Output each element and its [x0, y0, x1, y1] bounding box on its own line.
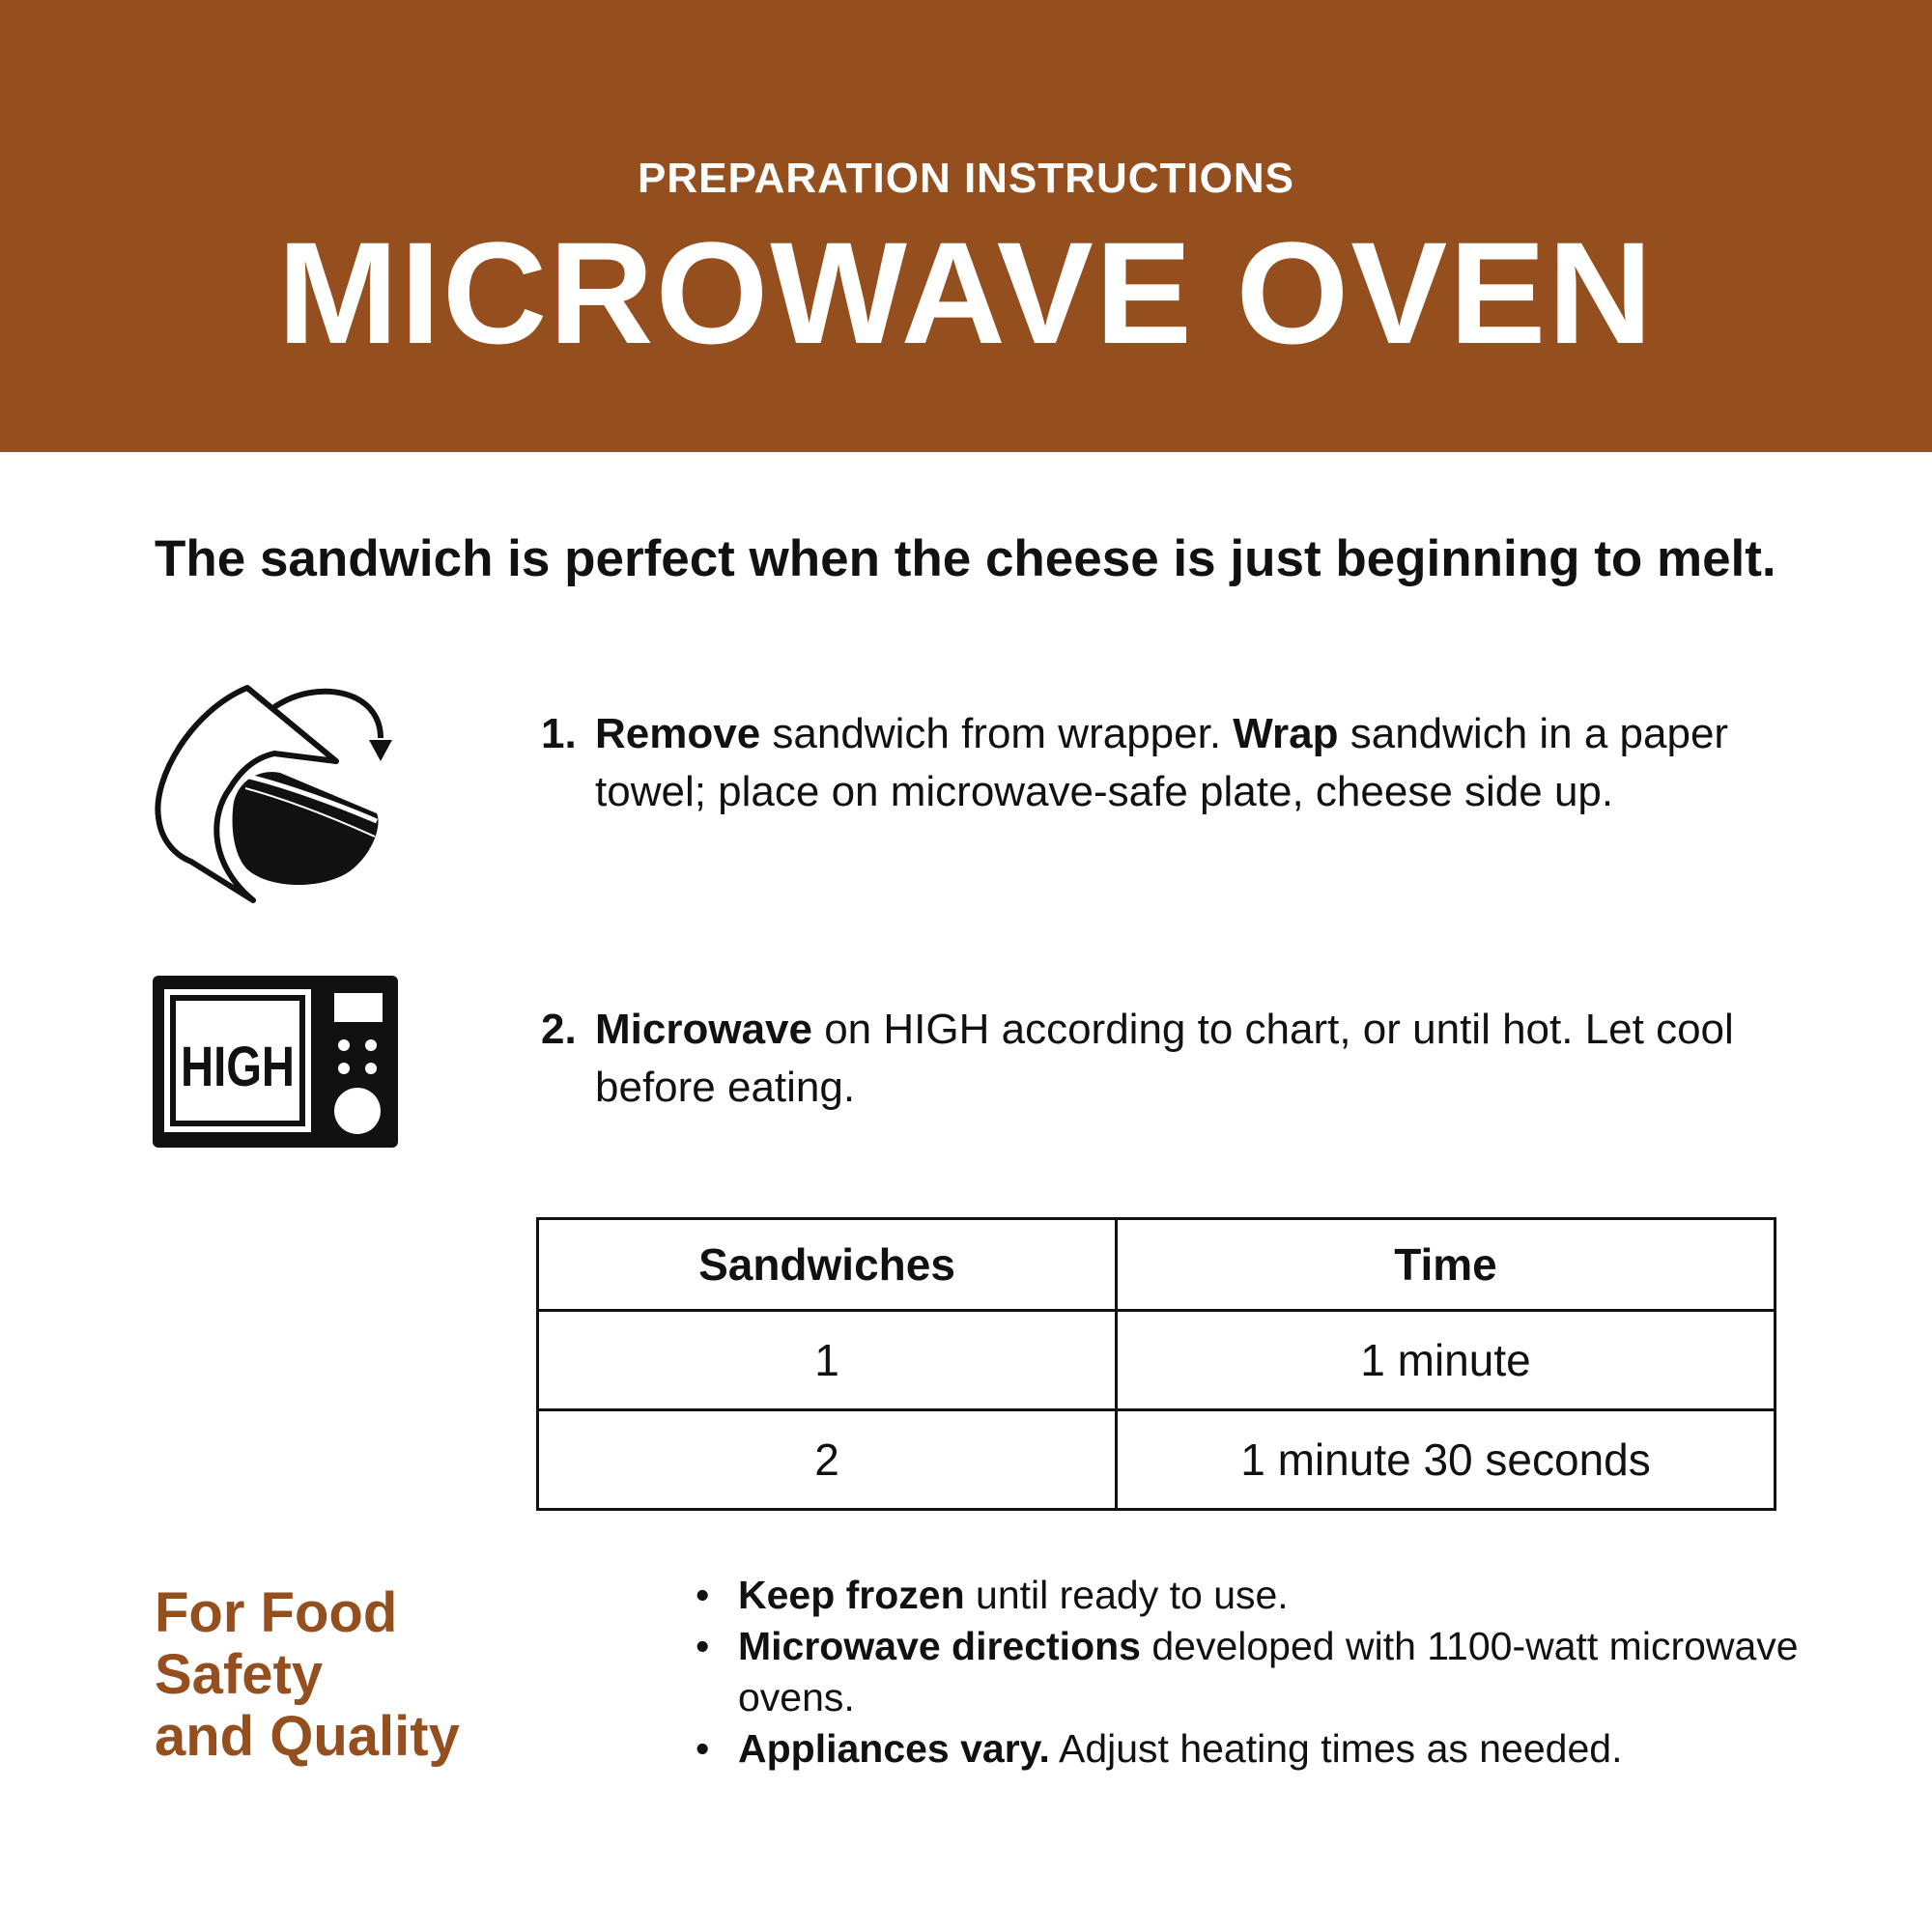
tip-text: developed with 1100-watt microwave ovens. [738, 1624, 1799, 1719]
tip-text: Adjust heating times as needed. [1049, 1726, 1623, 1771]
step-2-number: 2. [541, 1006, 577, 1053]
list-item [696, 1570, 1855, 1621]
safety-heading-line: Safety [155, 1643, 324, 1706]
microwave-high-icon [153, 976, 398, 1148]
safety-tips-list [696, 1570, 1855, 1775]
page-title: MICROWAVE OVEN [277, 212, 1655, 374]
step-2-emphasis: Microwave [595, 1006, 812, 1053]
table-cell: 2 [538, 1410, 1117, 1510]
table-header-row [538, 1219, 1776, 1311]
tip-text: until ready to use. [964, 1573, 1289, 1617]
safety-heading [155, 1582, 460, 1768]
microwave-high-label: HIGH [181, 1036, 295, 1098]
step-1-emphasis: Wrap [1233, 710, 1339, 757]
table-row [538, 1311, 1776, 1410]
list-item [696, 1621, 1855, 1723]
step-2-text [595, 1001, 1797, 1117]
table-cell: 1 minute 30 seconds [1117, 1410, 1776, 1510]
step-1 [541, 705, 1797, 821]
bullet-icon: • [696, 1624, 710, 1668]
step-1-text-part: sandwich in a paper towel; place on microwave-safe plate, cheese side up. [595, 710, 1729, 815]
unwrap-sandwich-icon [153, 682, 402, 910]
column-header-time: Time [1117, 1219, 1776, 1311]
safety-heading-line: For Food [155, 1581, 398, 1644]
step-2-text-part: on HIGH according to chart, or until hot. Let cool before eating. [595, 1006, 1734, 1111]
list-item [696, 1723, 1855, 1775]
tip-emphasis: Keep frozen [738, 1573, 965, 1617]
table-cell: 1 minute [1117, 1311, 1776, 1410]
step-1-number: 1. [541, 710, 577, 757]
bullet-icon: • [696, 1573, 710, 1617]
table-cell: 1 [538, 1311, 1117, 1410]
column-header-sandwiches: Sandwiches [538, 1219, 1117, 1311]
table-row [538, 1410, 1776, 1510]
tip-emphasis: Appliances vary. [738, 1726, 1050, 1771]
step-2 [541, 1001, 1797, 1117]
bullet-icon: • [696, 1726, 710, 1771]
header-banner [0, 0, 1932, 452]
cooking-time-table [536, 1217, 1776, 1511]
safety-heading-line: and Quality [155, 1705, 460, 1768]
step-1-emphasis: Remove [595, 710, 761, 757]
section-kicker: PREPARATION INSTRUCTIONS [638, 155, 1294, 202]
step-1-text-part: sandwich from wrapper. [760, 710, 1234, 757]
tagline: The sandwich is perfect when the cheese is just beginning to melt. [155, 530, 1776, 587]
step-1-text [595, 705, 1797, 821]
tip-emphasis: Microwave directions [738, 1624, 1141, 1668]
